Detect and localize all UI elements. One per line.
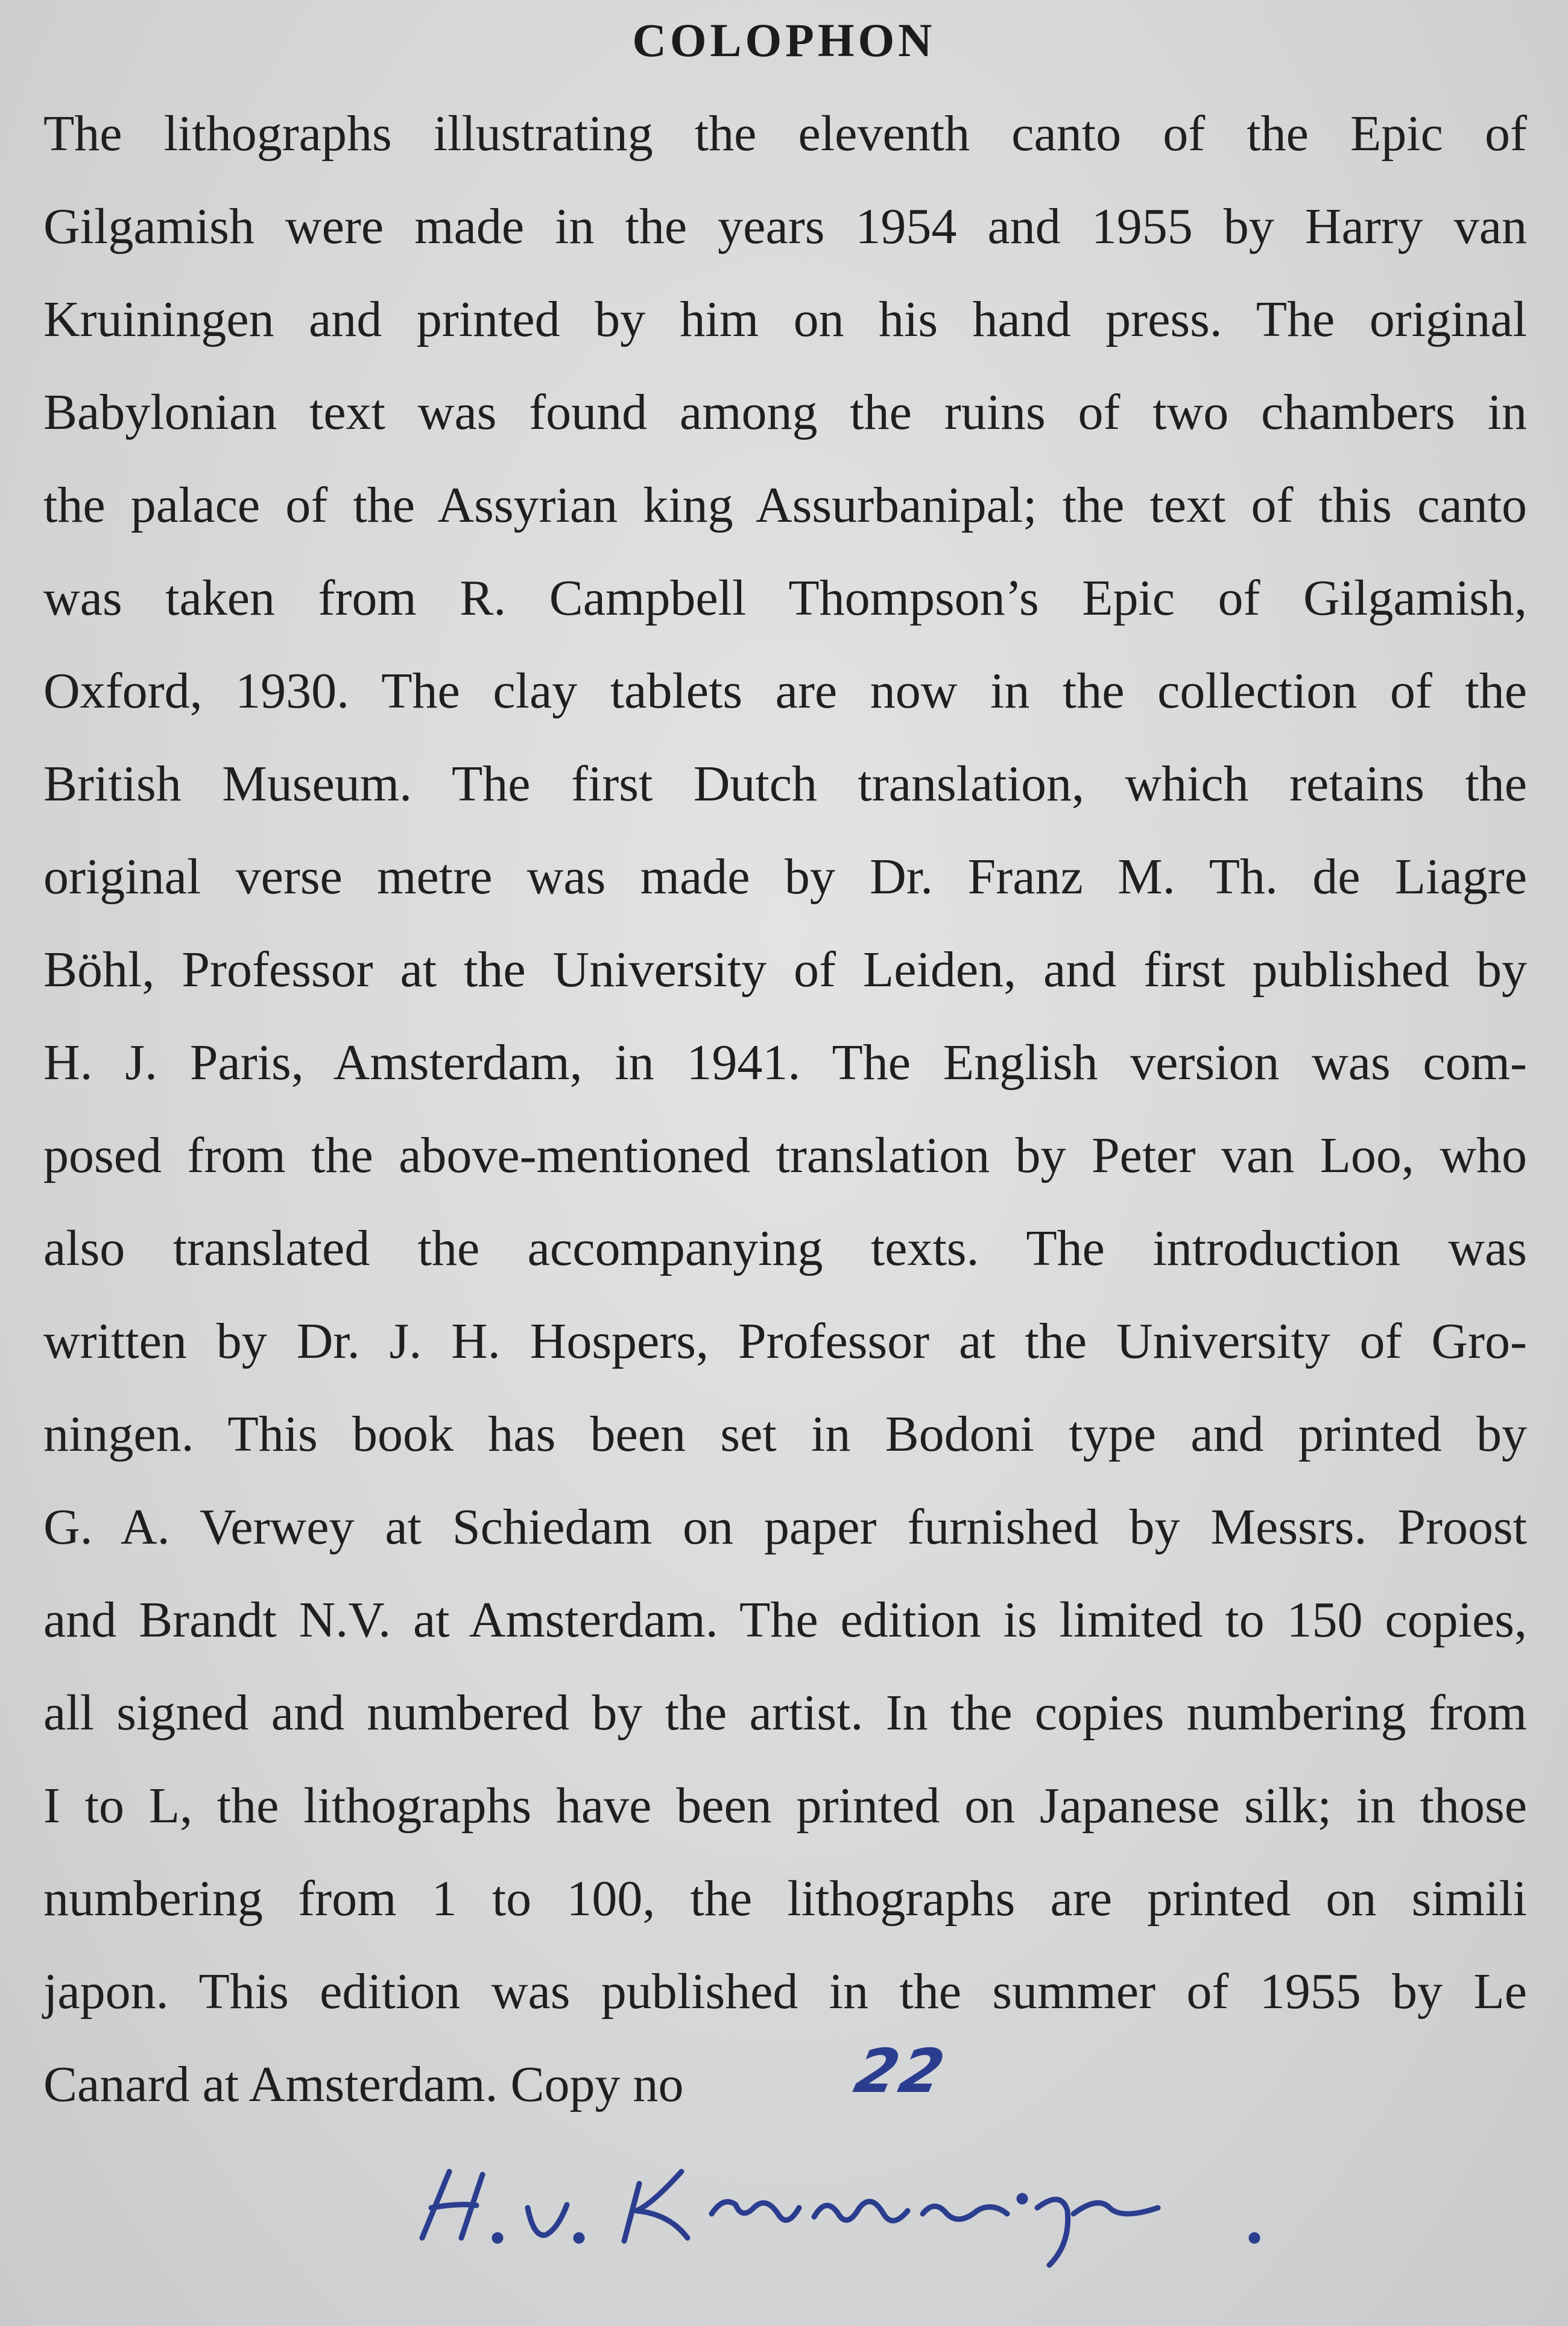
text-line: I to L, the lithographs have been printed on Japanese silk; in those bbox=[43, 1778, 1527, 1834]
text-line: Babylonian text was found among the ruins of two chambers in bbox=[43, 384, 1527, 440]
text-line: Kruiningen and printed by him on his hand press. The original bbox=[43, 291, 1527, 347]
text-line: Oxford, 1930. The clay tablets are now in the collection of the bbox=[43, 663, 1527, 719]
handwritten-copy-number: 22 bbox=[849, 2036, 953, 2106]
text-line: H. J. Paris, Amsterdam, in 1941. The English version was com- bbox=[43, 1035, 1527, 1091]
text-line: original verse metre was made by Dr. Franz M. Th. de Liagre bbox=[43, 849, 1527, 905]
text-line: written by Dr. J. H. Hospers, Professor at the University of Gro- bbox=[43, 1313, 1527, 1369]
text-line: also translated the accompanying texts. The introduction was bbox=[43, 1220, 1527, 1276]
text-line: Böhl, Professor at the University of Leiden, and first published by bbox=[43, 942, 1527, 998]
signature-drawing bbox=[398, 2147, 1303, 2268]
text-line-last: Canard at Amsterdam. Copy no bbox=[43, 2056, 684, 2112]
text-line: and Brandt N.V. at Amsterdam. The edition is limited to 150 copies, bbox=[43, 1592, 1527, 1648]
text-line: all signed and numbered by the artist. In the copies numbering from bbox=[43, 1685, 1527, 1741]
colophon-body bbox=[43, 87, 1527, 2131]
text-line: posed from the above-mentioned translation by Peter van Loo, who bbox=[43, 1127, 1527, 1184]
text-line: Gilgamish were made in the years 1954 and 1955 by Harry van bbox=[43, 198, 1527, 255]
text-line: G. A. Verwey at Schiedam on paper furnished by Messrs. Proost bbox=[43, 1499, 1527, 1555]
text-line: British Museum. The first Dutch translation, which retains the bbox=[43, 756, 1527, 812]
text-line: japon. This edition was published in the summer of 1955 by Le bbox=[43, 1963, 1527, 2020]
text-line: numbering from 1 to 100, the lithographs are printed on simili bbox=[43, 1871, 1527, 1927]
text-line: was taken from R. Campbell Thompson’s Epic of Gilgamish, bbox=[43, 570, 1527, 626]
artist-signature bbox=[398, 2147, 1303, 2268]
colophon-heading: COLOPHON bbox=[632, 14, 936, 66]
text-line: ningen. This book has been set in Bodoni type and printed by bbox=[43, 1406, 1527, 1462]
text-line: The lithographs illustrating the eleventh canto of the Epic of bbox=[43, 106, 1527, 162]
text-line: the palace of the Assyrian king Assurbanipal; the text of this canto bbox=[43, 477, 1527, 533]
